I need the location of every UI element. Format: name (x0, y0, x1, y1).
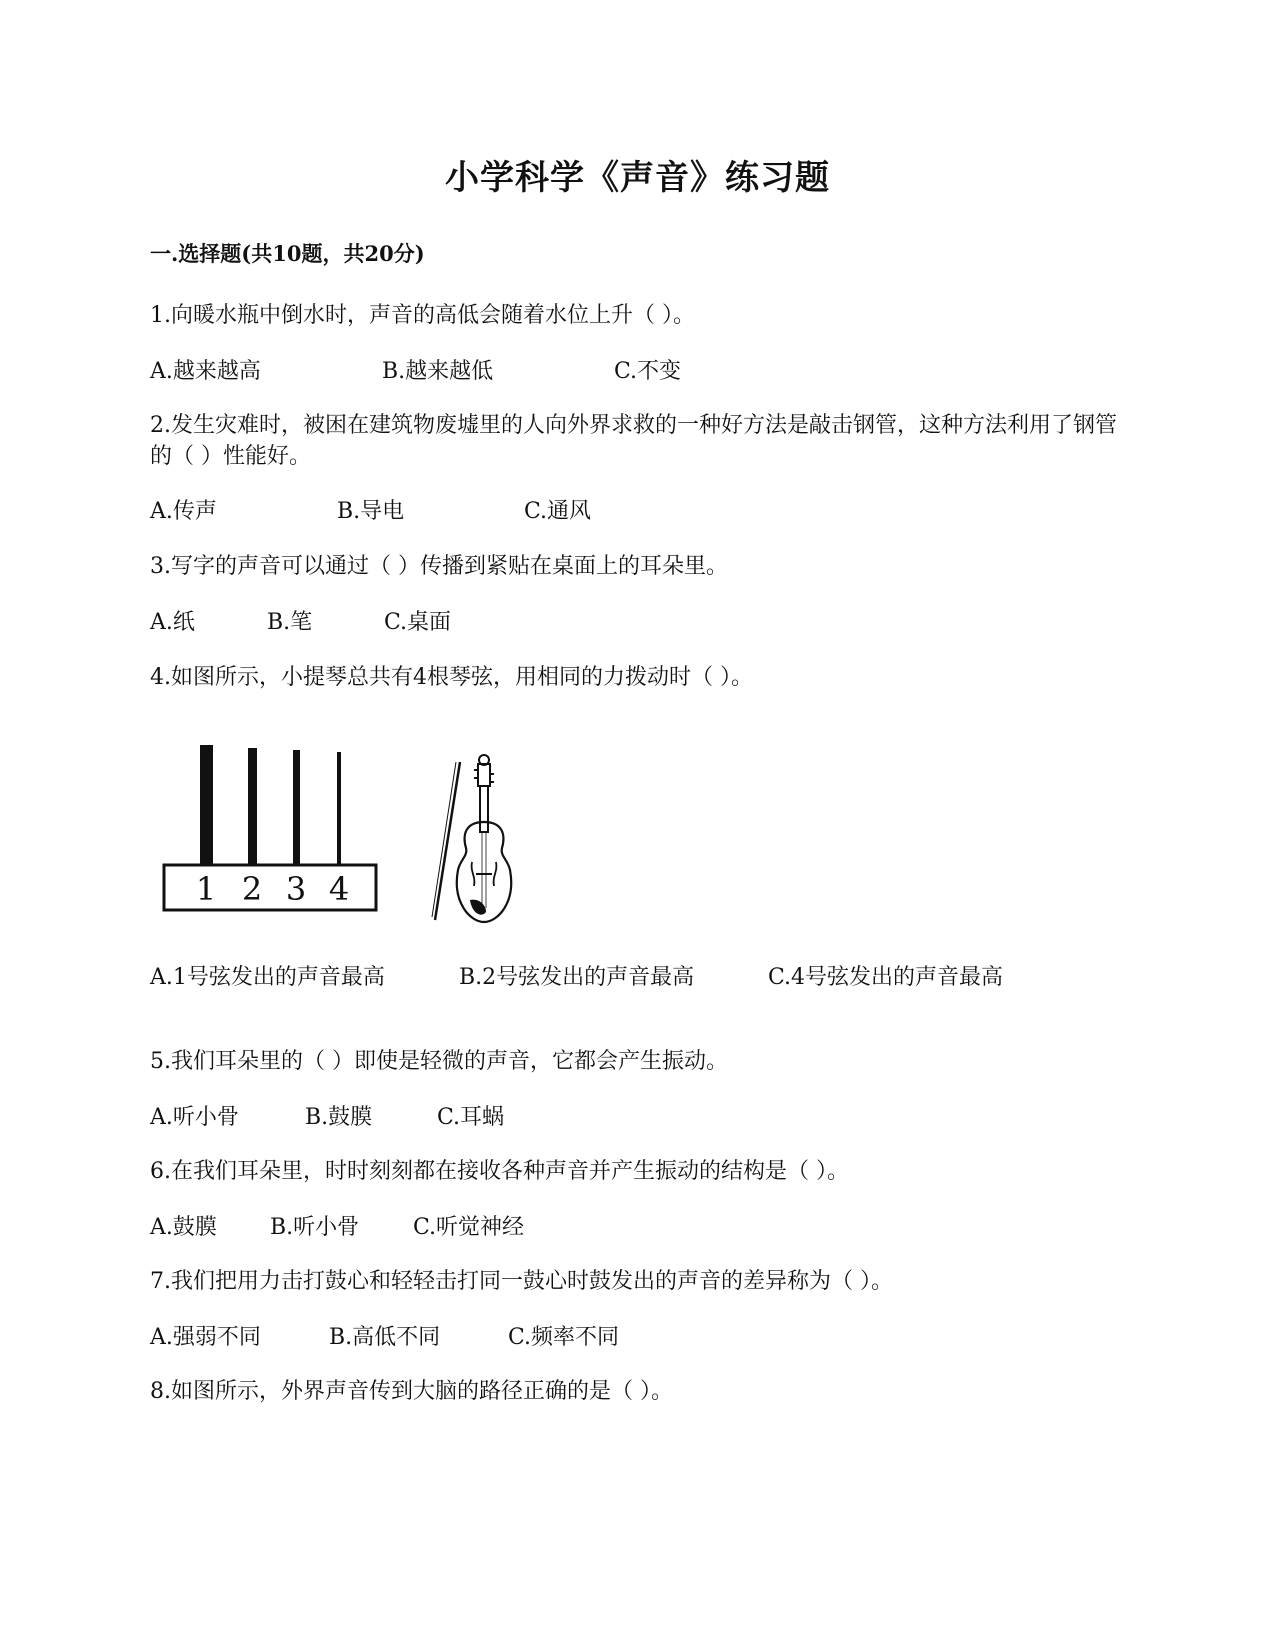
string-label-2: 2 (241, 870, 263, 908)
question-4: 4.如图所示，小提琴总共有4根琴弦，用相同的力拨动时（ ）。 (150, 665, 753, 690)
option-a: A.越来越高 (150, 359, 261, 384)
option-a: A.传声 (150, 499, 217, 524)
option-c: C.频率不同 (508, 1325, 620, 1350)
question-1-options (150, 356, 681, 387)
question-3: 3.写字的声音可以通过（ ）传播到紧贴在桌面上的耳朵里。 (150, 554, 728, 579)
violin-strings-figure (162, 745, 382, 915)
option-c: C.4号弦发出的声音最高 (768, 965, 1004, 990)
option-b: B.高低不同 (329, 1325, 441, 1350)
string-1 (200, 745, 213, 865)
question-8: 8.如图所示，外界声音传到大脑的路径正确的是（ ）。 (150, 1379, 673, 1404)
question-2: 2.发生灾难时，被困在建筑物废墟里的人向外界求救的一种好方法是敲击钢管，这种方法利用了钢管的（ ）性能好。 (150, 413, 1117, 469)
option-a: A.1号弦发出的声音最高 (150, 965, 385, 990)
option-a: A.纸 (150, 610, 195, 635)
question-6: 6.在我们耳朵里，时时刻刻都在接收各种声音并产生振动的结构是（ ）。 (150, 1159, 849, 1184)
question-2-options (150, 496, 591, 527)
question-1: 1.向暖水瓶中倒水时，声音的高低会随着水位上升（ ）。 (150, 303, 695, 328)
question-5: 5.我们耳朵里的（ ）即使是轻微的声音，它都会产生振动。 (150, 1049, 728, 1074)
option-a: A.听小骨 (150, 1105, 239, 1130)
question-5-options (150, 1102, 504, 1133)
option-c: C.桌面 (384, 610, 452, 635)
option-b: B.笔 (267, 610, 313, 635)
string-2 (248, 748, 257, 865)
violin-chinrest (470, 900, 486, 915)
option-b: B.听小骨 (270, 1215, 360, 1240)
option-b: B.鼓膜 (305, 1105, 373, 1130)
question-3-options (150, 607, 451, 638)
question-7: 7.我们把用力击打鼓心和轻轻击打同一鼓心时鼓发出的声音的差异称为（ ）。 (150, 1269, 893, 1294)
page-title: 小学科学《声音》练习题 (445, 158, 830, 198)
option-c: C.通风 (524, 499, 592, 524)
option-c: C.听觉神经 (413, 1215, 525, 1240)
string-label-4: 4 (328, 870, 350, 908)
violin-icon (430, 752, 530, 927)
string-4 (337, 752, 341, 865)
option-c: C.耳蜗 (437, 1105, 505, 1130)
option-a: A.强弱不同 (150, 1325, 261, 1350)
question-6-options (150, 1212, 524, 1243)
string-3 (293, 750, 300, 865)
bow-stick (435, 762, 460, 920)
option-b: B.越来越低 (382, 359, 494, 384)
option-b: B.导电 (337, 499, 405, 524)
question-7-options (150, 1322, 619, 1353)
bow-hair (432, 762, 456, 917)
string-label-1: 1 (195, 870, 217, 908)
section-heading: 一.选择题(共10题，共20分) (150, 241, 425, 266)
option-a: A.鼓膜 (150, 1215, 217, 1240)
string-label-3: 3 (285, 870, 307, 908)
option-b: B.2号弦发出的声音最高 (459, 965, 695, 990)
question-4-options (150, 962, 1003, 993)
option-c: C.不变 (614, 359, 682, 384)
